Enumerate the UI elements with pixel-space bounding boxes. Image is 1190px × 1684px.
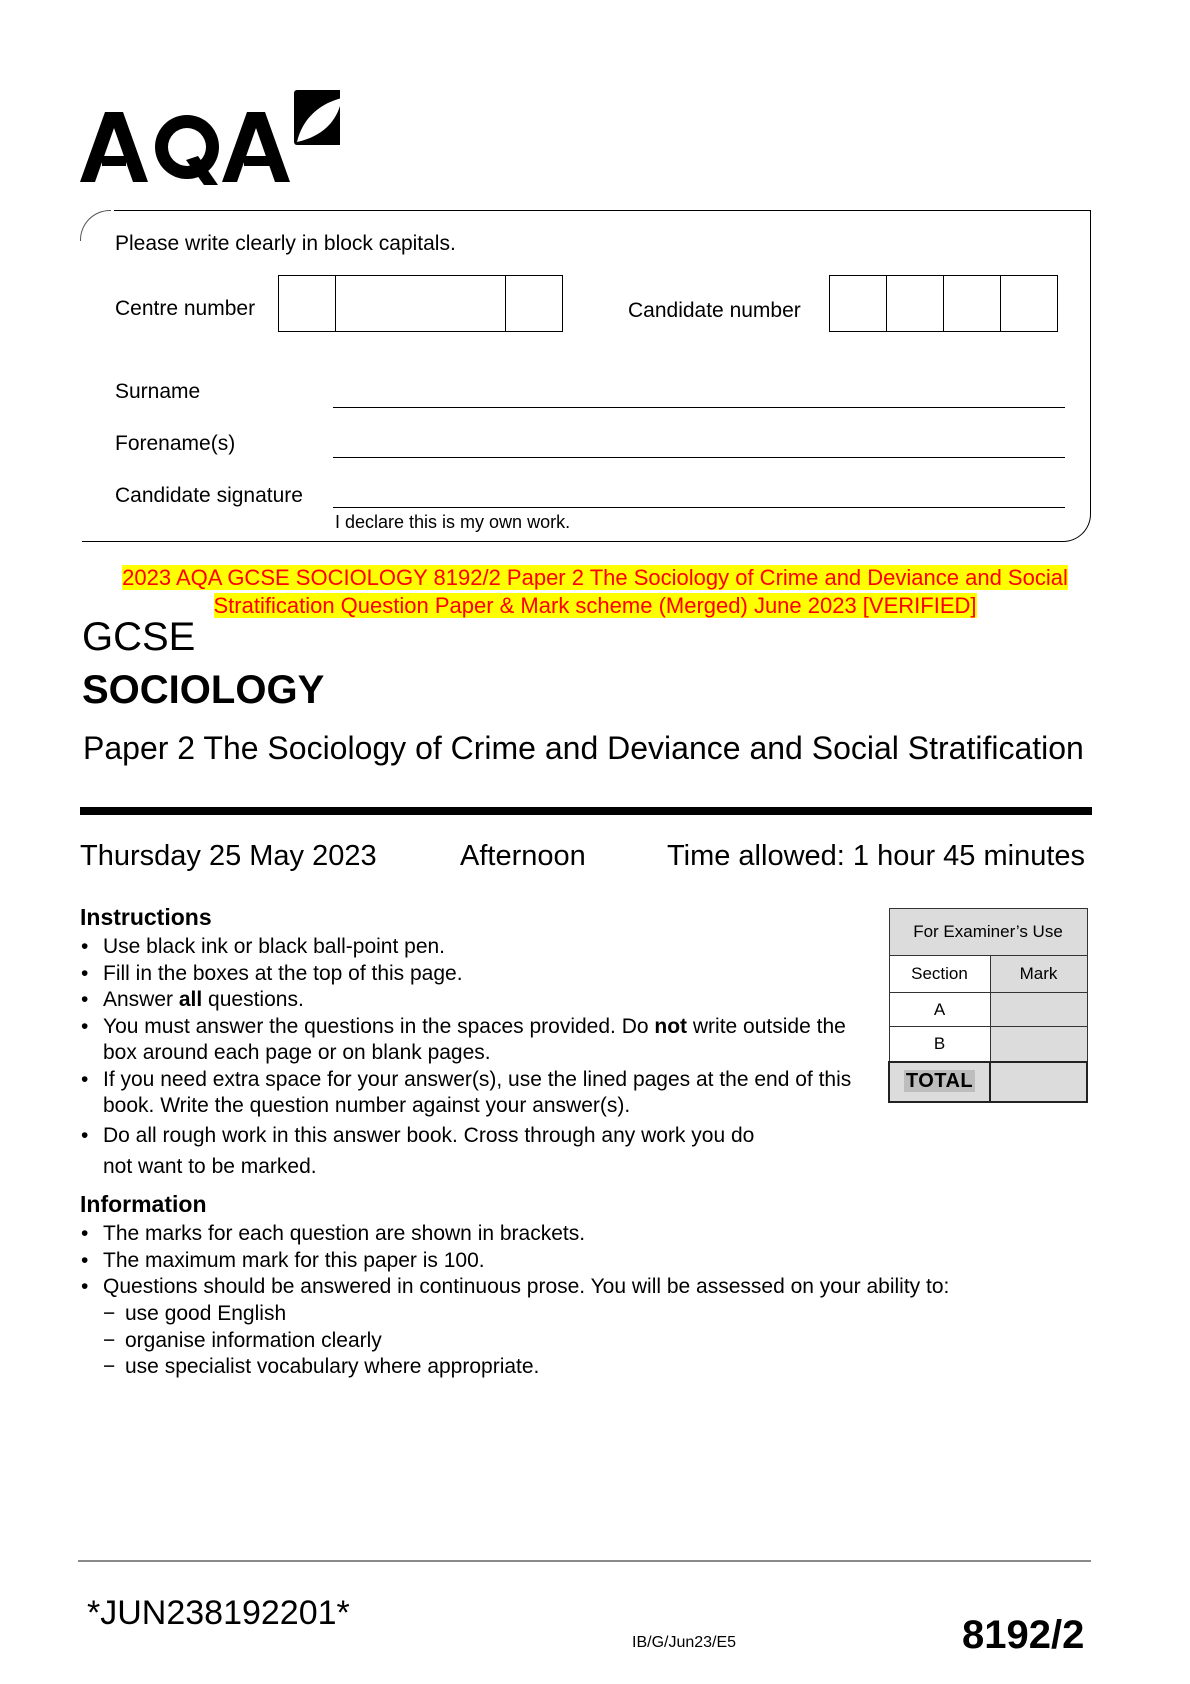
barcode-text: *JUN238192201* <box>87 1594 350 1632</box>
candidate-number-field[interactable] <box>829 275 1058 332</box>
total-label-cell <box>889 1062 990 1102</box>
surname-label: Surname <box>115 380 201 403</box>
candidate-number-label: Candidate number <box>628 299 801 322</box>
aqa-leaf-icon <box>80 90 340 185</box>
instruction-item: • Fill in the boxes at the top of this page. <box>80 961 860 988</box>
information-item: • The maximum mark for this paper is 100. <box>80 1248 1100 1275</box>
instruction-item: • Do all rough work in this answer book. Cross through any work you do not want to be marked. <box>80 1120 783 1182</box>
mark-column-header: Mark <box>990 956 1087 993</box>
instruction-item: • If you need extra space for your answer(s), use the lined pages at the end of this book. Write the question number against your answer(s). <box>80 1067 860 1120</box>
paper-title: Paper 2 The Sociology of Crime and Deviance and Social Stratification <box>83 730 1084 766</box>
centre-number-cell[interactable] <box>336 276 506 331</box>
information-list <box>80 1221 1100 1301</box>
exam-session: Afternoon <box>460 840 586 872</box>
paper-reference: IB/G/Jun23/E5 <box>632 1634 737 1651</box>
signature-label: Candidate signature <box>115 484 303 507</box>
centre-number-cell[interactable] <box>279 276 336 331</box>
centre-number-cell[interactable] <box>506 276 563 331</box>
aqa-logo <box>80 90 340 185</box>
candidate-number-cell[interactable] <box>1001 276 1058 331</box>
surname-input-line[interactable] <box>333 407 1065 408</box>
information-heading: Information <box>80 1191 207 1217</box>
title-divider <box>80 807 1092 815</box>
paper-code: 8192/2 <box>962 1613 1085 1657</box>
instruction-item: • Answer all questions. <box>80 987 860 1014</box>
subject-title: SOCIOLOGY <box>82 668 325 712</box>
instruction-item: • You must answer the questions in the spaces provided. Do not write outside the box around each page or on blank pages. <box>80 1014 860 1067</box>
examiner-use-table <box>888 908 1088 1103</box>
time-allowed: Time allowed: 1 hour 45 minutes <box>667 840 1086 872</box>
criteria-item: − use specialist vocabulary where appropriate. <box>80 1354 980 1381</box>
assessment-criteria-list <box>80 1301 980 1381</box>
block-capitals-instruction: Please write clearly in block capitals. <box>115 232 456 255</box>
total-mark[interactable] <box>990 1062 1087 1102</box>
qualification-level: GCSE <box>82 615 196 659</box>
centre-number-label: Centre number <box>115 297 256 320</box>
instruction-item: • Use black ink or black ball-point pen. <box>80 934 860 961</box>
forenames-input-line[interactable] <box>333 457 1065 458</box>
examiner-table-title: For Examiner’s Use <box>889 909 1087 956</box>
centre-number-field[interactable] <box>278 275 563 332</box>
criteria-item: − organise information clearly <box>80 1328 980 1355</box>
section-column-header: Section <box>889 956 990 993</box>
footer-divider <box>78 1560 1091 1562</box>
section-a-label: A <box>889 993 990 1027</box>
instructions-list <box>80 934 860 1182</box>
candidate-number-cell[interactable] <box>887 276 944 331</box>
candidate-number-cell[interactable] <box>830 276 887 331</box>
section-b-mark[interactable] <box>990 1027 1087 1062</box>
banner-line-1: 2023 AQA GCSE SOCIOLOGY 8192/2 Paper 2 The Sociology of Crime and Deviance and Social <box>122 565 1068 590</box>
signature-input-line[interactable] <box>333 507 1065 508</box>
candidate-number-cell[interactable] <box>944 276 1001 331</box>
declaration-text: I declare this is my own work. <box>335 512 571 532</box>
total-label: TOTAL <box>905 1070 974 1092</box>
banner-line-2: Stratification Question Paper & Mark scheme (Merged) June 2023 [VERIFIED] <box>213 593 977 618</box>
section-a-mark[interactable] <box>990 993 1087 1027</box>
exam-date: Thursday 25 May 2023 <box>80 840 377 872</box>
information-item: • Questions should be answered in continuous prose. You will be assessed on your ability to: <box>80 1274 1100 1301</box>
information-item: • The marks for each question are shown in brackets. <box>80 1221 1100 1248</box>
section-b-label: B <box>889 1027 990 1062</box>
document-banner <box>0 565 1190 621</box>
instructions-heading: Instructions <box>80 904 212 930</box>
criteria-item: − use good English <box>80 1301 980 1328</box>
forenames-label: Forename(s) <box>115 432 236 455</box>
